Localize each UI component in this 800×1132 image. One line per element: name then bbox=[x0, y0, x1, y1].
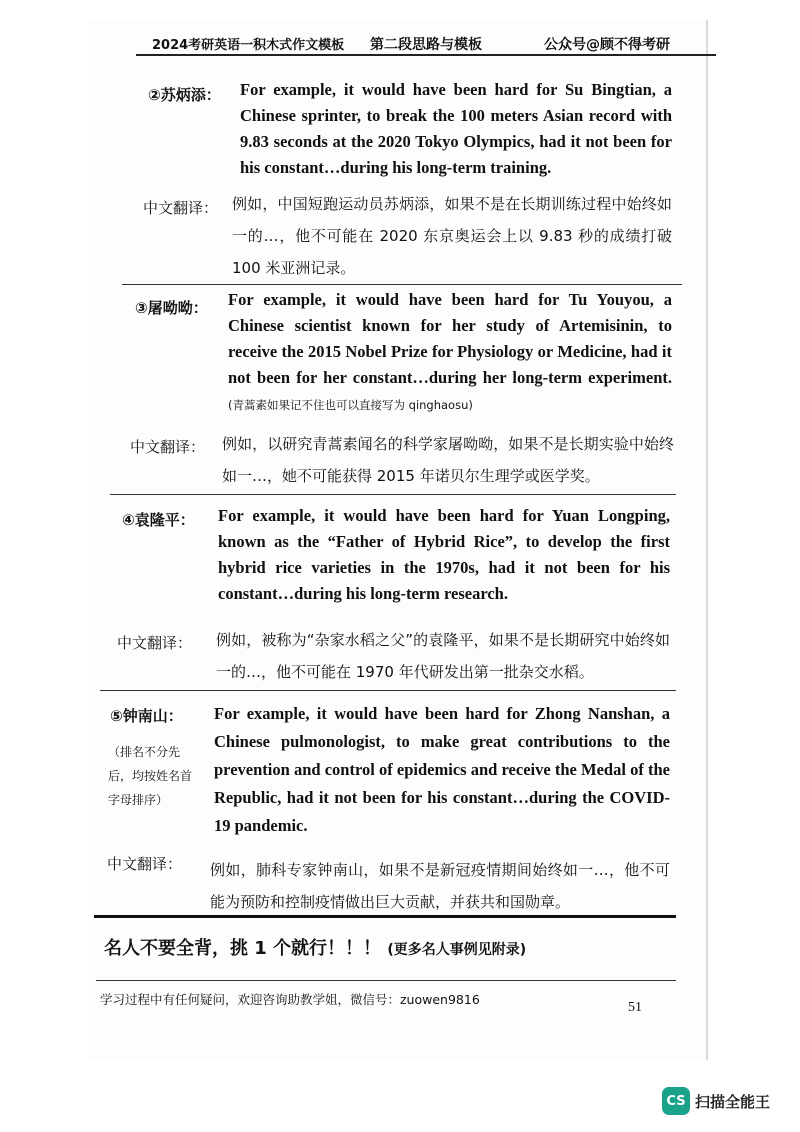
entry-label: ③屠呦呦： bbox=[135, 299, 208, 317]
english-note: (青蒿素如果记不住也可以直接写为 qinghaosu) bbox=[228, 398, 473, 412]
page-number: 51 bbox=[628, 1000, 642, 1015]
ranking-note: （排名不分先后，均按姓名首字母排序） bbox=[108, 745, 193, 807]
entry-label: ⑤钟南山： bbox=[110, 707, 183, 725]
translation-label: 中文翻译： bbox=[130, 438, 206, 456]
page-header bbox=[152, 28, 712, 56]
slogan-main: 名人不要全背，挑 1 个就行！！！ bbox=[104, 938, 382, 959]
divider bbox=[122, 284, 682, 285]
slogan-sub: (更多名人事例见附录) bbox=[387, 942, 527, 958]
header-account: 公众号@顾不得考研 bbox=[544, 37, 670, 53]
entry-label: ②苏炳添： bbox=[148, 86, 221, 104]
entry-english: For example, it would have been hard for Zhong Nanshan, a Chinese pulmonologist, to make great contributions to the prevention and control of epidemics and receive the Medal of the Republic, had it not been for his constant…during the COVID-19 pandemic. bbox=[214, 704, 670, 835]
entry-english: For example, it would have been hard for Yuan Longping, known as the “Father of Hybrid Rice”, to develop the first hybrid rice varieties in the 1970s, had it not been for his constant…during his long-term research. bbox=[218, 506, 670, 603]
footer-divider bbox=[96, 980, 676, 981]
entry-english bbox=[228, 287, 672, 418]
footer-contact: 学习过程中有任何疑问，欢迎咨询助教学姐，微信号：zuowen9816 bbox=[100, 992, 480, 1007]
divider bbox=[100, 690, 676, 691]
margin bbox=[0, 0, 88, 1132]
slogan bbox=[104, 934, 526, 960]
translation-label: 中文翻译： bbox=[117, 634, 193, 652]
header-divider bbox=[136, 54, 716, 56]
english-text: For example, it would have been hard for Tu Youyou, a Chinese scientist known for her study of Artemisinin, to receive the 2015 Nobel Prize for Physiology or Medicine, had it not been for her constant…during her long-term experiment. bbox=[228, 290, 672, 387]
header-section: 第二段思路与模板 bbox=[370, 37, 482, 53]
entry-chinese: 例如，中国短跑运动员苏炳添，如果不是在长期训练过程中始终如一的…，他不可能在 2020 东京奥运会上以 9.83 秒的成绩打破 100 米亚洲记录。 bbox=[232, 195, 672, 277]
scanner-watermark bbox=[662, 1087, 770, 1115]
scanner-label: 扫描全能王 bbox=[695, 1092, 771, 1111]
header-title: 2024考研英语一积木式作文模板 bbox=[152, 38, 345, 53]
entry-chinese: 例如，肺科专家钟南山，如果不是新冠疫情期间始终如一…，他不可能为预防和控制疫情做出巨大贡献，并获共和国勋章。 bbox=[210, 861, 670, 911]
entry-english: For example, it would have been hard for Su Bingtian, a Chinese sprinter, to break the 100 meters Asian record with 9.83 seconds at the 2020 Tokyo Olympics, had it not been for his constant…during his long-term training. bbox=[240, 80, 672, 177]
entry-chinese: 例如，以研究青蒿素闻名的科学家屠呦呦，如果不是长期实验中始终如一…，她不可能获得 2015 年诺贝尔生理学或医学奖。 bbox=[222, 435, 674, 485]
entry-label: ④袁隆平： bbox=[122, 511, 195, 529]
entry-chinese: 例如，被称为“杂家水稻之父”的袁隆平，如果不是长期研究中始终如一的…，他不可能在 1970 年代研发出第一批杂交水稻。 bbox=[216, 631, 670, 681]
translation-label: 中文翻译： bbox=[143, 199, 219, 217]
translation-label: 中文翻译： bbox=[107, 855, 183, 873]
divider bbox=[110, 494, 676, 495]
camscanner-icon: CS bbox=[662, 1087, 690, 1115]
section-divider bbox=[94, 915, 676, 918]
